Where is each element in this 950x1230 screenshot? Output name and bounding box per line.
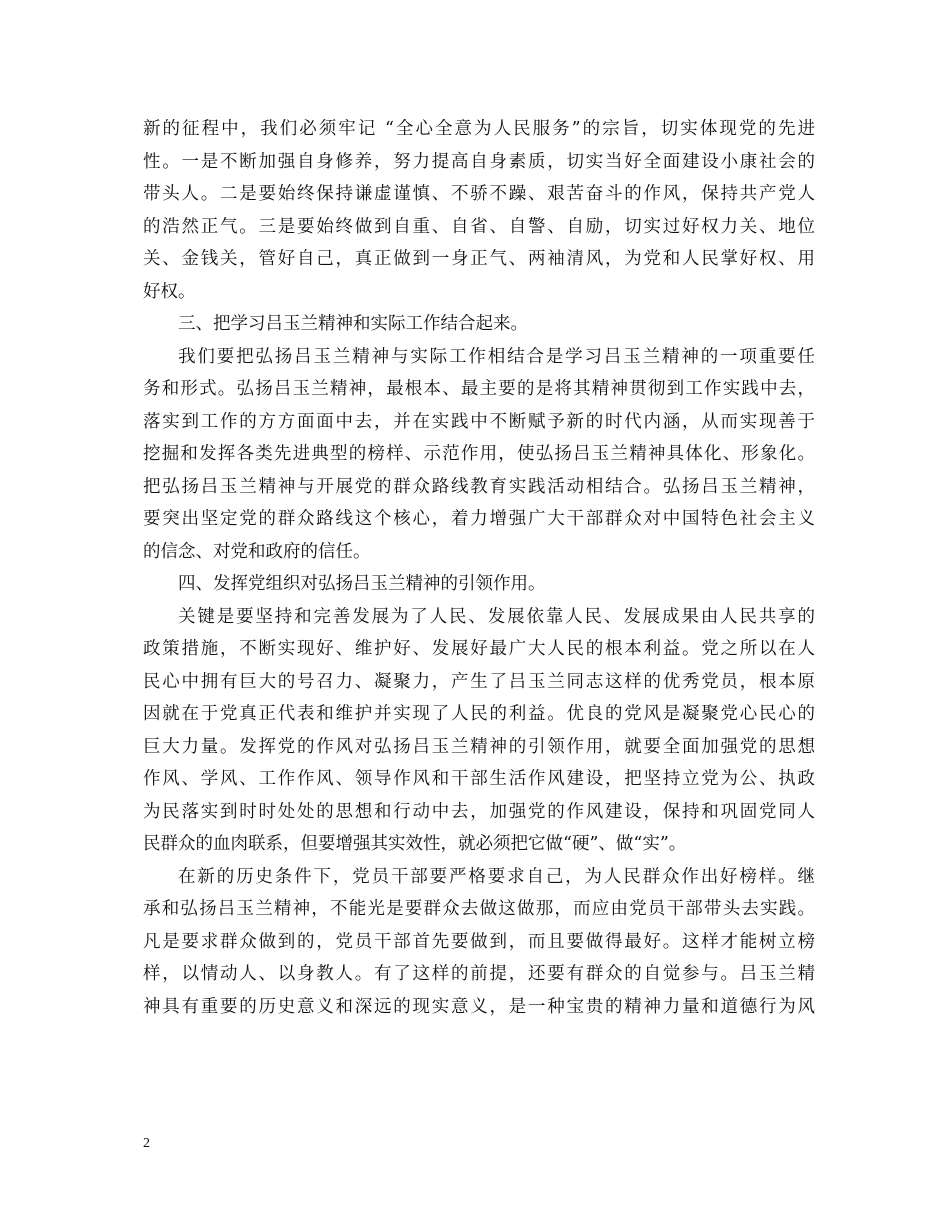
text-line: 的信念、对党和政府的信任。 [143, 541, 371, 562]
text-line: 凡是要求群众做到的，党员干部首先要做到，而且要做得最好。这样才能树立榜 [143, 931, 815, 952]
text-line: 落实到工作的方方面面中去，并在实践中不断赋予新的时代内涵，从而实现善于 [143, 411, 815, 432]
text-line: 三、把学习吕玉兰精神和实际工作结合起来。 [178, 314, 528, 334]
text-line: 巨大力量。发挥党的作风对弘扬吕玉兰精神的引领作用，就要全面加强党的思想 [143, 736, 815, 757]
text-line: 为民落实到时时处处的思想和行动中去，加强党的作风建设，保持和巩固党同人 [143, 801, 815, 822]
text-line: 好权。 [143, 281, 196, 302]
text-line: 我们要把弘扬吕玉兰精神与实际工作相结合是学习吕玉兰精神的一项重要任 [178, 346, 815, 367]
document-body [143, 113, 815, 1023]
text-line: 带头人。二是要始终保持谦虚谨慎、不骄不躁、艰苦奋斗的作风，保持共产党人 [143, 184, 815, 204]
text-line: 承和弘扬吕玉兰精神，不能光是要群众去做这做那，而应由党员干部带头去实践。 [143, 899, 815, 919]
text-line: 神具有重要的历史意义和深远的现实意义，是一种宝贵的精神力量和道德行为风 [143, 996, 815, 1017]
text-line: 新的征程中，我们必须牢记 “全心全意为人民服务”的宗旨，切实体现党的先进 [143, 119, 815, 139]
text-line: 作风、学风、工作作风、领导作风和干部生活作风建设，把坚持立党为公、执政 [143, 769, 815, 789]
page-number: 2 [143, 1136, 150, 1151]
text-line: 要突出坚定党的群众路线这个核心，着力增强广大干部群众对中国特色社会主义 [143, 509, 815, 529]
text-line: 挖掘和发挥各类先进典型的榜样、示范作用，使弘扬吕玉兰精神具体化、形象化。 [143, 444, 815, 464]
text-line: 因就在于党真正代表和维护并实现了人民的利益。优良的党风是凝聚党心民心的 [143, 704, 815, 724]
text-line: 在新的历史条件下，党员干部要严格要求自己，为人民群众作出好榜样。继 [178, 866, 815, 887]
text-line: 民心中拥有巨大的号召力、凝聚力，产生了吕玉兰同志这样的优秀党员，根本原 [143, 671, 815, 692]
text-line: 的浩然正气。三是要始终做到自重、自省、自警、自励，切实过好权力关、地位 [143, 216, 815, 237]
text-line: 样，以情动人、以身教人。有了这样的前提，还要有群众的自觉参与。吕玉兰精 [143, 964, 815, 984]
text-line: 把弘扬吕玉兰精神与开展党的群众路线教育实践活动相结合。弘扬吕玉兰精神， [143, 476, 815, 497]
text-line: 政策措施，不断实现好、维护好、发展好最广大人民的根本利益。党之所以在人 [143, 639, 815, 659]
text-line: 民群众的血肉联系，但要增强其实效性，就必须把它做“硬”、做“实”。 [143, 834, 687, 854]
text-line: 务和形式。弘扬吕玉兰精神，最根本、最主要的是将其精神贯彻到工作实践中去， [143, 379, 815, 399]
text-line: 关、金钱关，管好自己，真正做到一身正气、两袖清风，为党和人民掌好权、用 [143, 249, 815, 269]
text-line: 性。一是不断加强自身修养，努力提高自身素质，切实当好全面建设小康社会的 [143, 151, 815, 172]
text-line: 关键是要坚持和完善发展为了人民、发展依靠人民、发展成果由人民共享的 [178, 606, 815, 627]
text-line: 四、发挥党组织对弘扬吕玉兰精神的引领作用。 [178, 574, 546, 594]
